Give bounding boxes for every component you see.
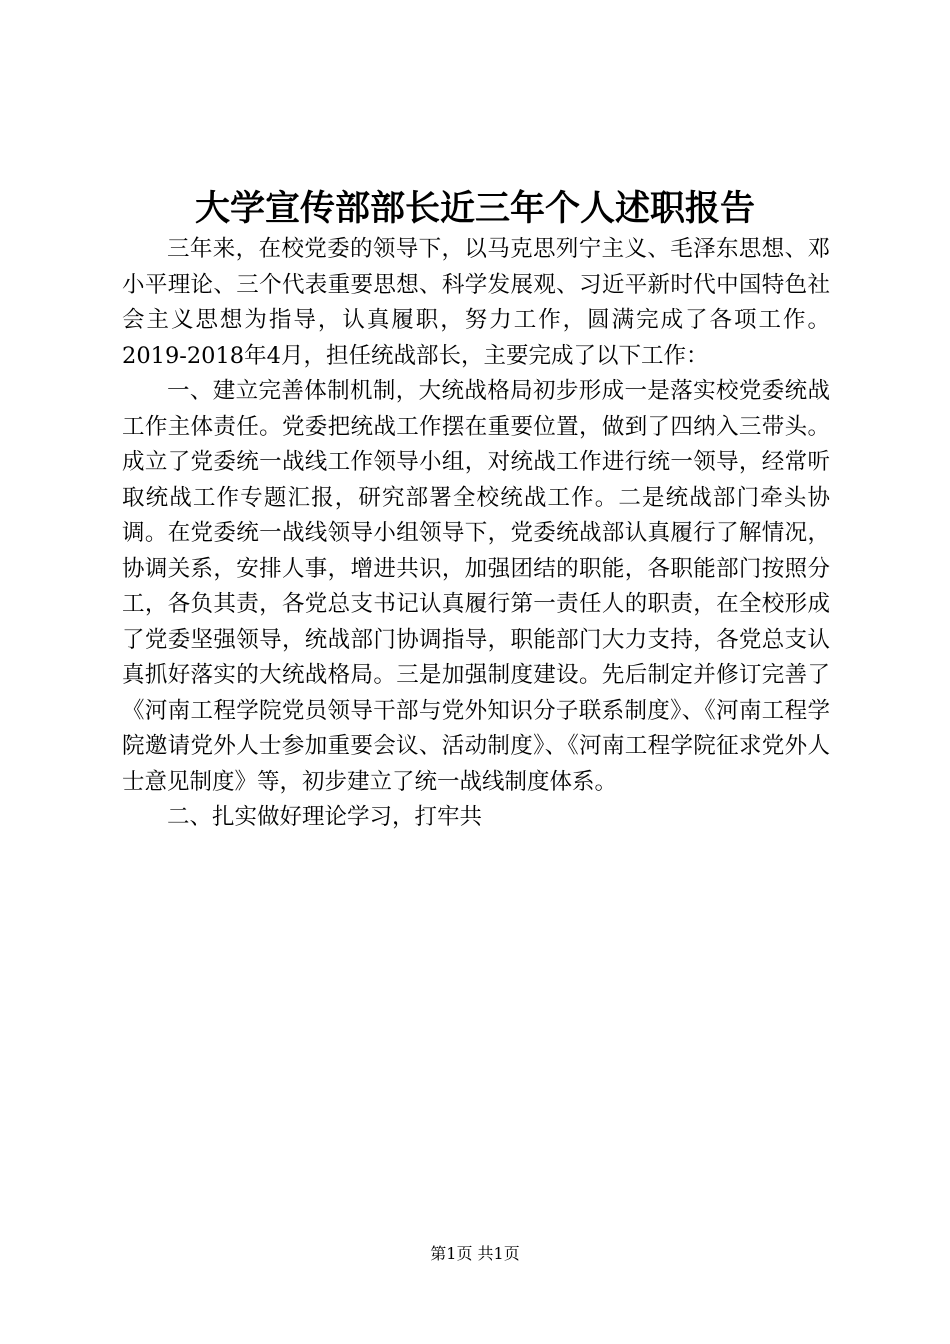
paragraph-section-two: 二、扎实做好理论学习，打牢共 <box>167 804 483 830</box>
paragraph-section-one: 一、建立完善体制机制，大统战格局初步形成一是落实校党委统战工作主体责任。党委把统战工作摆在重要位置，做到了四纳入三带头。成立了党委统一战线工作领导小组，对统战工作进行统一领导，经常听取统战工作专题汇报，研究部署全校统战工作。二是统战部门牵头协调。在党委统一战线领导小组领导下，党委统战部认真履行了解情况，协调关系，安排人事，增进共识，加强团结的职能，各职能部门按照分工，各负其责，各党总支书记认真履行第一责任人的职责，在全校形成了党委坚强领导，统战部门协调指导，职能部门大力支持，各党总支认真抓好落实的大统战格局。三是加强制度建设。先后制定并修订完善了《河南工程学院党员领导干部与党外知识分子联系制度》、《河南工程学院邀请党外人士参加重要会议、活动制度》、《河南工程学院征求党外人士意见制度》等，初步建立了统一战线制度体系。 <box>122 378 830 795</box>
document-body <box>122 232 830 836</box>
page-footer: 第1页 共1页 <box>430 1244 520 1263</box>
paragraph-intro: 三年来，在校党委的领导下，以马克思列宁主义、毛泽东思想、邓小平理论、三个代表重要思想、科学发展观、习近平新时代中国特色社会主义思想为指导，认真履职，努力工作，圆满完成了各项工作。2019-2018年4月，担任统战部长，主要完成了以下工作： <box>122 236 830 369</box>
document-title: 大学宣传部部长近三年个人述职报告 <box>194 188 755 229</box>
